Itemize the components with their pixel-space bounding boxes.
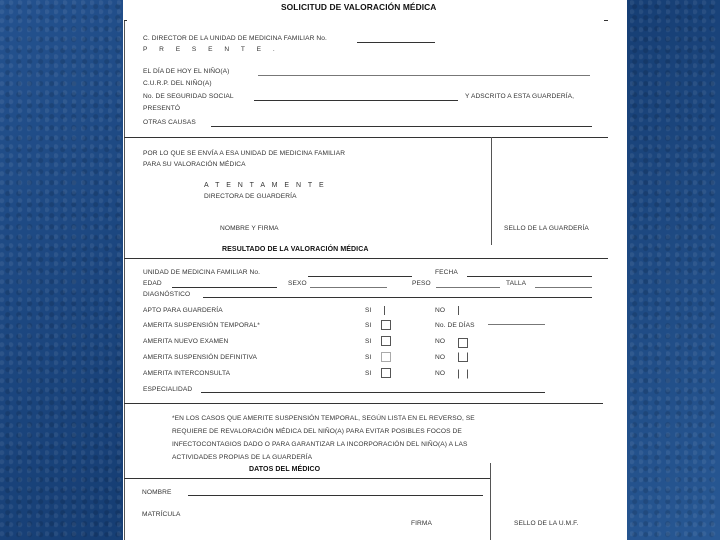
presento-label: PRESENTÓ [143,105,181,112]
si-label: SI [365,307,372,314]
nota-line: REQUIERE DE REVALORACIÓN MÉDICA DEL NIÑO(A) PARA EVITAR POSIBLES FOCOS DE [172,428,462,435]
adscrito-label: Y ADSCRITO A ESTA GUARDERÍA, [465,93,575,100]
row-label: AMERITA NUEVO EXAMEN [143,338,229,345]
divider [124,137,608,138]
nota-line: *EN LOS CASOS QUE AMERITE SUSPENSIÓN TEMPORAL, SEGÚN LISTA EN EL REVERSO, SE [172,415,475,422]
si-label: SI [365,338,372,345]
especialidad-label: ESPECIALIDAD [143,386,193,393]
nota-line: INFECTOCONTAGIOS DADO O PARA GARANTIZAR LA INCORPORACIÓN DEL NIÑO(A) A LAS [172,441,468,448]
nss-label: No. DE SEGURIDAD SOCIAL [143,93,234,100]
frame-corner [124,20,127,21]
umf-number-field[interactable] [357,42,435,43]
si-label: SI [365,322,372,329]
otras-causas-label: OTRAS CAUSAS [143,119,196,126]
divider [124,258,608,259]
otras-causas-field[interactable] [211,126,592,127]
no-label: NO [435,338,446,345]
form-title: SOLICITUD DE VALORACIÓN MÉDICA [281,2,437,12]
divider [124,478,490,479]
no-label: NO [435,370,446,377]
divider [124,403,603,404]
row-label: AMERITA SUSPENSIÓN TEMPORAL* [143,322,260,329]
curp-label: C.U.R.P. DEL NIÑO(A) [143,80,212,87]
edad-label: EDAD [143,280,162,287]
especialidad-field[interactable] [201,392,545,393]
row-label: AMERITA SUSPENSIÓN DEFINITIVA [143,354,258,361]
diagnostico-field[interactable] [203,297,592,298]
directora-label: DIRECTORA DE GUARDERÍA [204,193,297,200]
talla-field[interactable] [535,287,592,288]
si-checkbox[interactable] [381,320,391,330]
sexo-field[interactable] [310,287,387,288]
no-label: NO [435,307,446,314]
diagnostico-label: DIAGNÓSTICO [143,291,191,298]
si-checkbox[interactable] [381,352,391,362]
si-checkbox[interactable] [384,306,385,315]
no-checkbox[interactable] [458,306,459,315]
umf-field[interactable] [308,276,412,277]
no-checkbox[interactable] [458,369,468,379]
dias-label: No. DE DÍAS [435,322,475,329]
no-checkbox[interactable] [458,338,468,348]
fecha-field[interactable] [467,276,592,277]
umf-label: UNIDAD DE MEDICINA FAMILIAR No. [143,269,261,276]
si-checkbox[interactable] [381,336,391,346]
medico-nombre-field[interactable] [188,495,483,496]
presente-label: P R E S E N T E . [143,46,280,53]
divider [491,137,492,245]
medico-nombre-label: NOMBRE [142,489,172,496]
nss-field[interactable] [254,100,458,101]
frame-left [124,20,125,540]
peso-field[interactable] [436,287,500,288]
atentamente-label: A T E N T A M E N T E [204,182,327,189]
dias-field[interactable] [488,324,545,325]
dia-label: EL DÍA DE HOY EL NIÑO(A) [143,68,230,75]
medico-title: DATOS DEL MÉDICO [249,466,321,473]
talla-label: TALLA [506,280,527,287]
row-label: APTO PARA GUARDERÍA [143,307,223,314]
edad-field[interactable] [172,287,277,288]
no-label: NO [435,354,446,361]
director-label: C. DIRECTOR DE LA UNIDAD DE MEDICINA FAMILIAR No. [143,35,327,42]
no-checkbox[interactable] [458,352,468,362]
sello-umf-label: SELLO DE LA U.M.F. [514,520,579,527]
matricula-label: MATRÍCULA [142,511,181,518]
peso-label: PESO [412,280,431,287]
sexo-label: SEXO [288,280,307,287]
row-label: AMERITA INTERCONSULTA [143,370,231,377]
envio-line-2: PARA SU VALORACIÓN MÉDICA [143,161,246,168]
nombre-firma-label: NOMBRE Y FIRMA [220,225,279,232]
envio-line-1: POR LO QUE SE ENVÍA A ESA UNIDAD DE MEDICINA FAMILIAR [143,150,346,157]
firma-label: FIRMA [411,520,433,527]
medical-assessment-form [123,0,627,540]
frame-corner [604,20,608,21]
fecha-label: FECHA [435,269,458,276]
si-label: SI [365,354,372,361]
si-checkbox[interactable] [381,368,391,378]
nota-line: ACTIVIDADES PROPIAS DE LA GUARDERÍA [172,454,313,461]
si-label: SI [365,370,372,377]
sello-guarderia-label: SELLO DE LA GUARDERÍA [504,225,589,232]
resultado-title: RESULTADO DE LA VALORACIÓN MÉDICA [222,246,369,253]
divider [490,463,491,540]
child-name-field[interactable] [258,75,590,76]
